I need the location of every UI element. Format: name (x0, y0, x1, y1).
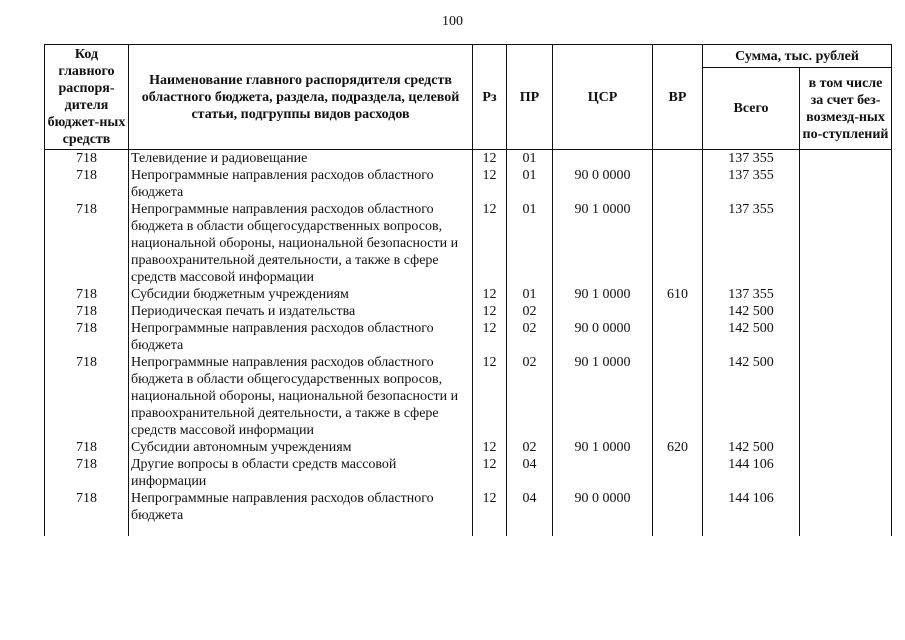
cell-name: Периодическая печать и издательства (129, 303, 473, 320)
cell-code: 718 (45, 320, 129, 354)
cell-csr: 90 1 0000 (553, 286, 653, 303)
cell-name: Другие вопросы в области средств массовой информации (129, 456, 473, 490)
cell-name: Непрограммные направления расходов областного бюджета в области общегосударственных вопросов, национальной обороны, национальной безопасности и правоохранительной деятельности, а также в сфере средств массовой информации (129, 201, 473, 286)
cell-total: 144 106 (703, 456, 800, 490)
cell-vr: 620 (653, 439, 703, 456)
cell-code: 718 (45, 150, 129, 168)
cell-code: 718 (45, 201, 129, 286)
cell-pr: 02 (507, 320, 553, 354)
cell-rz: 12 (473, 439, 507, 456)
cell-code: 718 (45, 286, 129, 303)
cell-vr (653, 167, 703, 201)
cell-code: 718 (45, 303, 129, 320)
table-row (45, 490, 892, 536)
cell-pr: 01 (507, 201, 553, 286)
cell-code: 718 (45, 456, 129, 490)
cell-name: Телевидение и радиовещание (129, 150, 473, 168)
header-incl-grants: в том числе за счет без-возмезд-ных по-ступлений (800, 68, 892, 150)
cell-pr: 01 (507, 167, 553, 201)
cell-name: Субсидии бюджетным учреждениям (129, 286, 473, 303)
cell-rz: 12 (473, 150, 507, 168)
cell-csr (553, 150, 653, 168)
cell-incl (800, 150, 892, 168)
cell-pr: 04 (507, 456, 553, 490)
cell-incl (800, 303, 892, 320)
table-row (45, 150, 892, 168)
cell-incl (800, 490, 892, 536)
cell-rz: 12 (473, 320, 507, 354)
cell-code: 718 (45, 167, 129, 201)
table-row (45, 320, 892, 354)
cell-total: 142 500 (703, 320, 800, 354)
cell-pr: 01 (507, 150, 553, 168)
cell-code: 718 (45, 439, 129, 456)
cell-csr (553, 303, 653, 320)
cell-pr: 02 (507, 439, 553, 456)
header-csr: ЦСР (553, 45, 653, 150)
cell-name: Непрограммные направления расходов областного бюджета (129, 167, 473, 201)
cell-incl (800, 439, 892, 456)
header-pr: ПР (507, 45, 553, 150)
header-vr: ВР (653, 45, 703, 150)
table-row (45, 201, 892, 286)
table-body (45, 150, 892, 537)
header-code: Код главного распоря-дителя бюджет-ных средств (45, 45, 129, 150)
cell-vr (653, 303, 703, 320)
cell-name: Непрограммные направления расходов областного бюджета (129, 490, 473, 536)
cell-name: Непрограммные направления расходов областного бюджета в области общегосударственных вопросов, национальной обороны, национальной безопасности и правоохранительной деятельности, а также в сфере средств массовой информации (129, 354, 473, 439)
cell-vr: 610 (653, 286, 703, 303)
cell-rz: 12 (473, 490, 507, 536)
cell-vr (653, 354, 703, 439)
cell-pr: 02 (507, 303, 553, 320)
cell-vr (653, 490, 703, 536)
cell-pr: 01 (507, 286, 553, 303)
table-row (45, 303, 892, 320)
cell-rz: 12 (473, 303, 507, 320)
cell-total: 142 500 (703, 303, 800, 320)
cell-code: 718 (45, 490, 129, 536)
cell-name: Субсидии автономным учреждениям (129, 439, 473, 456)
cell-csr: 90 1 0000 (553, 439, 653, 456)
cell-incl (800, 456, 892, 490)
cell-vr (653, 150, 703, 168)
cell-total: 137 355 (703, 201, 800, 286)
cell-pr: 02 (507, 354, 553, 439)
page-number: 100 (442, 14, 463, 29)
header-total: Всего (703, 68, 800, 150)
cell-csr: 90 1 0000 (553, 201, 653, 286)
header-rz: Рз (473, 45, 507, 150)
cell-name: Непрограммные направления расходов областного бюджета (129, 320, 473, 354)
cell-incl (800, 167, 892, 201)
cell-rz: 12 (473, 354, 507, 439)
cell-csr (553, 456, 653, 490)
budget-table (44, 44, 892, 536)
cell-vr (653, 201, 703, 286)
cell-pr: 04 (507, 490, 553, 536)
cell-incl (800, 201, 892, 286)
cell-code: 718 (45, 354, 129, 439)
cell-rz: 12 (473, 456, 507, 490)
cell-incl (800, 320, 892, 354)
cell-rz: 12 (473, 286, 507, 303)
cell-vr (653, 320, 703, 354)
cell-rz: 12 (473, 167, 507, 201)
cell-total: 137 355 (703, 150, 800, 168)
header-name: Наименование главного распорядителя средств областного бюджета, раздела, подраздела, целевой статьи, подгруппы видов расходов (129, 45, 473, 150)
cell-csr: 90 0 0000 (553, 490, 653, 536)
header-sum-group: Сумма, тыс. рублей (703, 45, 892, 68)
table-row (45, 354, 892, 439)
cell-vr (653, 456, 703, 490)
cell-csr: 90 1 0000 (553, 354, 653, 439)
cell-rz: 12 (473, 201, 507, 286)
table-row (45, 456, 892, 490)
cell-incl (800, 286, 892, 303)
cell-total: 144 106 (703, 490, 800, 536)
cell-total: 142 500 (703, 354, 800, 439)
cell-csr: 90 0 0000 (553, 167, 653, 201)
cell-total: 142 500 (703, 439, 800, 456)
cell-total: 137 355 (703, 167, 800, 201)
table-row (45, 439, 892, 456)
table-row (45, 286, 892, 303)
table-row (45, 167, 892, 201)
table-header (45, 45, 892, 150)
cell-total: 137 355 (703, 286, 800, 303)
cell-incl (800, 354, 892, 439)
cell-csr: 90 0 0000 (553, 320, 653, 354)
